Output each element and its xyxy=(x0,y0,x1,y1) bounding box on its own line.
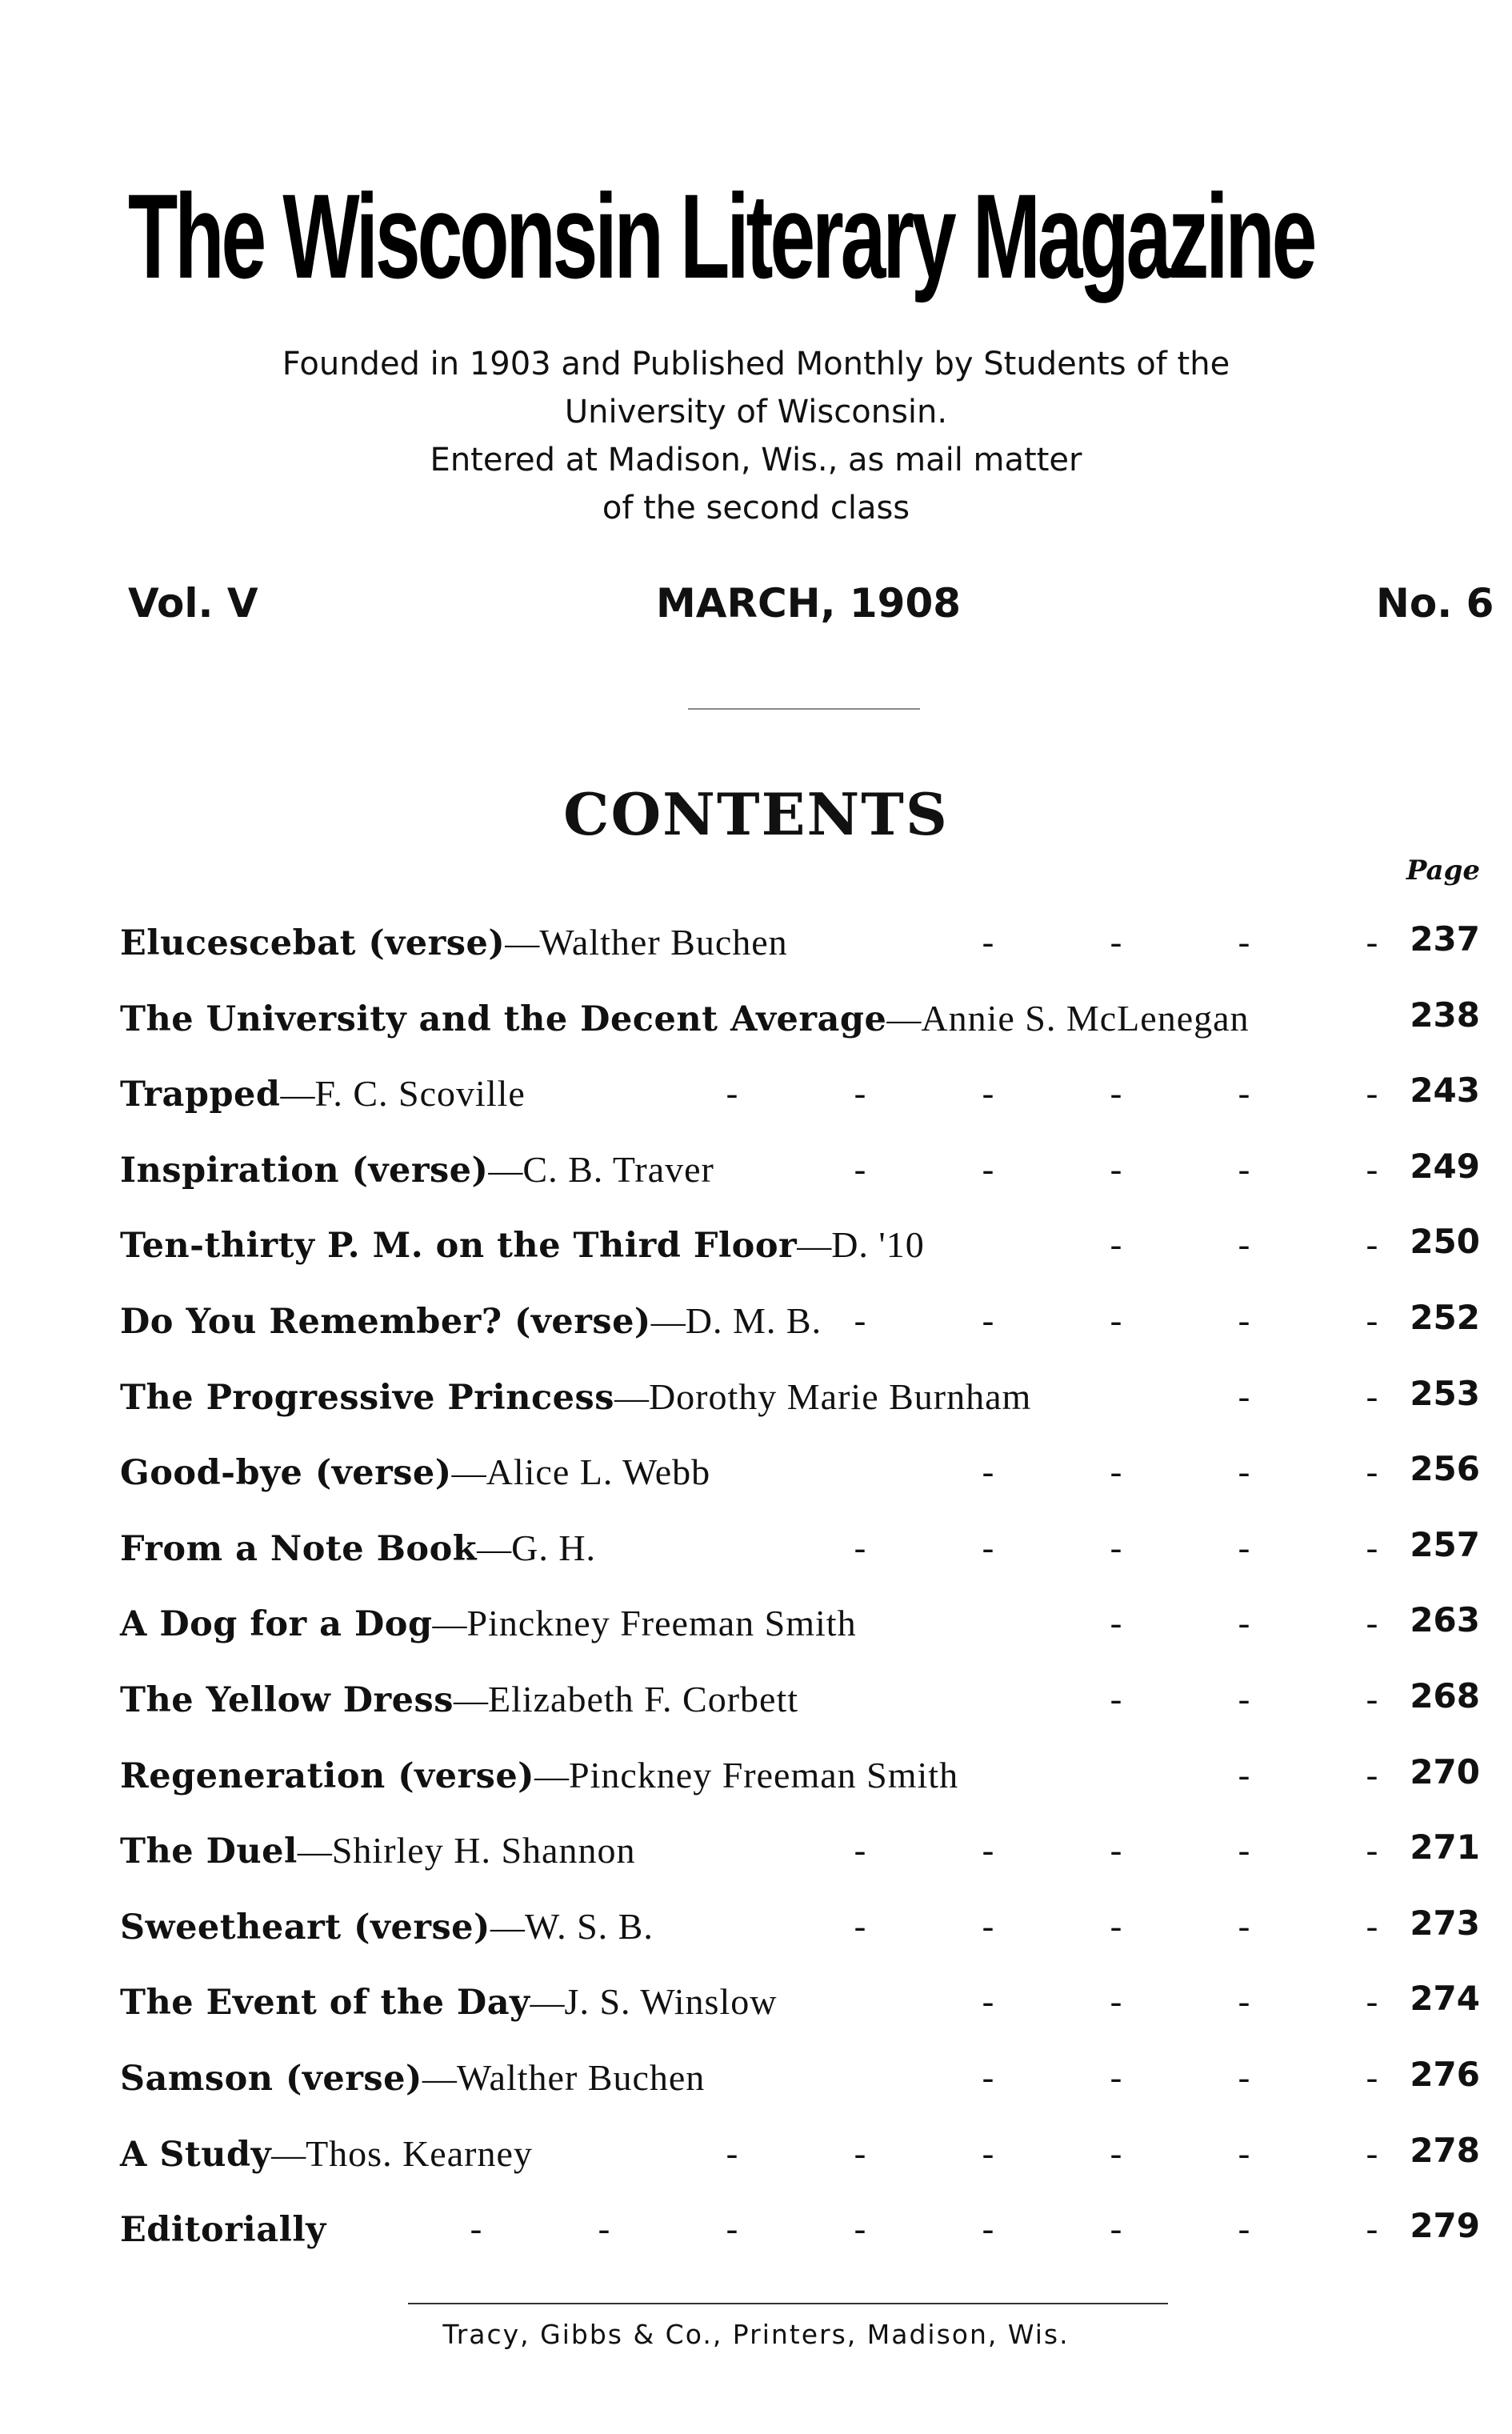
toc-leader-dashes: - - - - xyxy=(982,1452,1378,1491)
toc-author: Shirley H. Shannon xyxy=(331,1830,636,1871)
toc-title: A Study xyxy=(120,2135,272,2175)
toc-genre-note: (verse) xyxy=(502,1302,651,1342)
issue-date: MARCH, 1908 xyxy=(656,580,962,627)
toc-entry xyxy=(120,2056,1480,2104)
toc-entry xyxy=(120,1450,1480,1498)
toc-author: D. M. B. xyxy=(685,1300,822,1341)
toc-separator: — xyxy=(432,1606,467,1643)
toc-author: G. H. xyxy=(511,1527,597,1568)
toc-title: Regeneration xyxy=(120,1756,386,1796)
toc-title: The Duel xyxy=(120,1832,298,1872)
toc-entry xyxy=(120,1526,1480,1574)
toc-page-number: 263 xyxy=(1410,1600,1480,1639)
toc-separator: — xyxy=(451,1455,486,1492)
toc-separator: — xyxy=(280,1076,315,1114)
toc-entry-text xyxy=(120,1677,798,1723)
toc-entry xyxy=(120,1071,1480,1119)
toc-title: From a Note Book xyxy=(120,1529,478,1569)
toc-entry xyxy=(120,1299,1480,1347)
toc-entry-text xyxy=(120,1071,526,1118)
toc-entry xyxy=(120,1223,1480,1271)
toc-separator: — xyxy=(477,1531,512,1568)
toc-author: Pinckney Freeman Smith xyxy=(569,1755,959,1795)
toc-entry-text xyxy=(120,1601,857,1647)
toc-separator: — xyxy=(534,1758,570,1795)
toc-page-number: 257 xyxy=(1410,1525,1480,1564)
toc-author: Walther Buchen xyxy=(539,922,788,963)
toc-page-number: 237 xyxy=(1410,919,1480,959)
toc-title: Do You Remember? xyxy=(120,1302,502,1342)
toc-leader-dashes: - - - - - xyxy=(854,1301,1378,1340)
toc-entry xyxy=(120,1753,1480,1801)
toc-title: Ten-thirty P. M. on the Third Floor xyxy=(120,1226,798,1266)
toc-title: Good-bye xyxy=(120,1453,303,1493)
toc-page-number: 253 xyxy=(1410,1374,1480,1413)
toc-leader-dashes: - - - - xyxy=(982,1982,1378,2021)
toc-entry-text xyxy=(120,1753,958,1799)
toc-author: Dorothy Marie Burnham xyxy=(648,1376,1032,1417)
toc-leader-dashes: - - - - xyxy=(982,2058,1378,2097)
toc-entry xyxy=(120,2132,1480,2180)
toc-entry xyxy=(120,996,1480,1044)
toc-entry-text xyxy=(120,1450,710,1496)
toc-author: Alice L. Webb xyxy=(486,1451,711,1492)
toc-separator: — xyxy=(488,1152,523,1190)
toc-author: F. C. Scoville xyxy=(314,1073,526,1114)
toc-title: Elucescebat xyxy=(120,923,356,963)
toc-title: A Dog for a Dog xyxy=(120,1604,433,1644)
toc-leader-dashes: - - xyxy=(1238,1755,1378,1795)
toc-page-number: 268 xyxy=(1410,1676,1480,1715)
toc-leader-dashes: - - - - - xyxy=(854,1528,1378,1567)
toc-separator: — xyxy=(271,2136,306,2174)
toc-entry xyxy=(120,1375,1480,1423)
toc-author: Pinckney Freeman Smith xyxy=(466,1603,857,1643)
toc-leader-dashes: - - - - - xyxy=(854,1831,1378,1870)
toc-title: Trapped xyxy=(120,1075,281,1115)
toc-page-number: 270 xyxy=(1410,1752,1480,1791)
toc-genre-note: (verse) xyxy=(273,2059,422,2099)
contents-heading: CONTENTS xyxy=(563,780,949,848)
toc-page-number: 276 xyxy=(1410,2055,1480,2094)
toc-title: The Progressive Princess xyxy=(120,1378,614,1418)
toc-author: D. '10 xyxy=(831,1224,925,1265)
toc-page-number: 256 xyxy=(1410,1449,1480,1488)
toc-separator: — xyxy=(614,1379,649,1417)
masthead-title: The Wisconsin Literary Magazine xyxy=(128,169,1314,303)
toc-leader-dashes: - - - - - xyxy=(854,1150,1378,1189)
printer-imprint: Tracy, Gibbs & Co., Printers, Madison, Wis. xyxy=(442,2319,1070,2350)
toc-entry-text xyxy=(120,1375,1031,1421)
toc-entry-text xyxy=(120,1147,714,1194)
subhead-line-2: University of Wisconsin. xyxy=(564,394,948,430)
toc-separator: — xyxy=(505,925,540,963)
toc-entry xyxy=(120,1980,1480,2028)
toc-leader-dashes: - - - - - - xyxy=(726,2134,1378,2173)
toc-leader-dashes: - - xyxy=(1238,1377,1378,1416)
toc-leader-dashes: - - - xyxy=(1110,1603,1378,1643)
toc-title: Editorially xyxy=(120,2210,326,2250)
toc-page-number: 252 xyxy=(1410,1298,1480,1337)
toc-author: W. S. B. xyxy=(524,1906,654,1947)
toc-page-number: 250 xyxy=(1410,1222,1480,1261)
toc-leader-dashes: - - - xyxy=(1110,1679,1378,1719)
toc-entry-text xyxy=(120,2132,533,2178)
toc-separator: — xyxy=(297,1833,332,1871)
toc-entry-text xyxy=(120,2056,705,2102)
toc-author: Annie S. McLenegan xyxy=(921,998,1250,1039)
toc-author: C. B. Traver xyxy=(522,1149,714,1190)
toc-entry-text xyxy=(120,2207,326,2253)
toc-page-number: 271 xyxy=(1410,1828,1480,1867)
toc-entry xyxy=(120,1677,1480,1725)
toc-page-number: 279 xyxy=(1410,2206,1480,2245)
toc-author: Walther Buchen xyxy=(456,2057,706,2098)
toc-genre-note: (verse) xyxy=(355,923,506,963)
toc-entry-text xyxy=(120,996,1250,1043)
toc-separator: — xyxy=(650,1303,686,1341)
toc-entry-text xyxy=(120,1299,822,1345)
toc-page-number: 243 xyxy=(1410,1071,1480,1110)
toc-entry xyxy=(120,1904,1480,1952)
toc-separator: — xyxy=(453,1682,488,1719)
toc-separator: — xyxy=(797,1227,832,1265)
toc-leader-dashes: - - - - - - xyxy=(726,1074,1378,1113)
toc-entry xyxy=(120,920,1480,968)
toc-page-number: 273 xyxy=(1410,1904,1480,1943)
page-column-label: Page xyxy=(1406,855,1480,887)
volume-label: Vol. V xyxy=(128,580,258,627)
toc-genre-note: (verse) xyxy=(302,1453,452,1493)
toc-entry-text xyxy=(120,1526,596,1572)
toc-genre-note: (verse) xyxy=(339,1151,489,1191)
toc-separator: — xyxy=(490,1909,525,1947)
toc-author: Thos. Kearney xyxy=(306,2133,533,2174)
toc-leader-dashes: - - - - xyxy=(982,923,1378,962)
subhead-line-4: of the second class xyxy=(602,490,910,526)
toc-entry-text xyxy=(120,1904,654,1951)
toc-page-number: 249 xyxy=(1410,1147,1480,1186)
toc-entry-text xyxy=(120,1828,635,1875)
issue-number: No. 6 xyxy=(1376,580,1494,627)
subhead-line-3: Entered at Madison, Wis., as mail matter xyxy=(430,442,1082,478)
toc-page-number: 274 xyxy=(1410,1979,1480,2018)
toc-leader-dashes: - - - - - xyxy=(854,1907,1378,1946)
toc-separator: — xyxy=(422,2060,457,2098)
toc-leader-dashes: - - - xyxy=(1110,1225,1378,1264)
toc-entry-text xyxy=(120,1980,777,2026)
toc-title: The University and the Decent Average xyxy=(120,999,887,1039)
toc-title: Samson xyxy=(120,2059,274,2099)
toc-title: The Yellow Dress xyxy=(120,1680,454,1720)
toc-entry-text xyxy=(120,1223,925,1269)
toc-entry-text xyxy=(120,920,788,967)
toc-genre-note: (verse) xyxy=(341,1908,490,1948)
toc-separator: — xyxy=(530,1984,565,2022)
toc-page-number: 238 xyxy=(1410,995,1480,1035)
toc-author: Elizabeth F. Corbett xyxy=(487,1679,799,1719)
toc-entry xyxy=(120,1828,1480,1876)
toc-title: Sweetheart xyxy=(120,1908,342,1948)
toc-genre-note: (verse) xyxy=(385,1756,535,1796)
short-divider xyxy=(688,708,920,710)
footer-divider xyxy=(408,2303,1168,2304)
toc-separator: — xyxy=(886,1001,922,1039)
toc-entry xyxy=(120,1147,1480,1195)
subhead-line-1: Founded in 1903 and Published Monthly by Students of the xyxy=(282,346,1230,382)
toc-entry xyxy=(120,2207,1480,2255)
toc-title: The Event of the Day xyxy=(120,1983,530,2023)
toc-page-number: 278 xyxy=(1410,2131,1480,2170)
toc-author: J. S. Winslow xyxy=(564,1981,778,2022)
toc-leader-dashes: - - - - - - - - xyxy=(470,2209,1378,2248)
toc-title: Inspiration xyxy=(120,1151,340,1191)
toc-entry xyxy=(120,1601,1480,1649)
